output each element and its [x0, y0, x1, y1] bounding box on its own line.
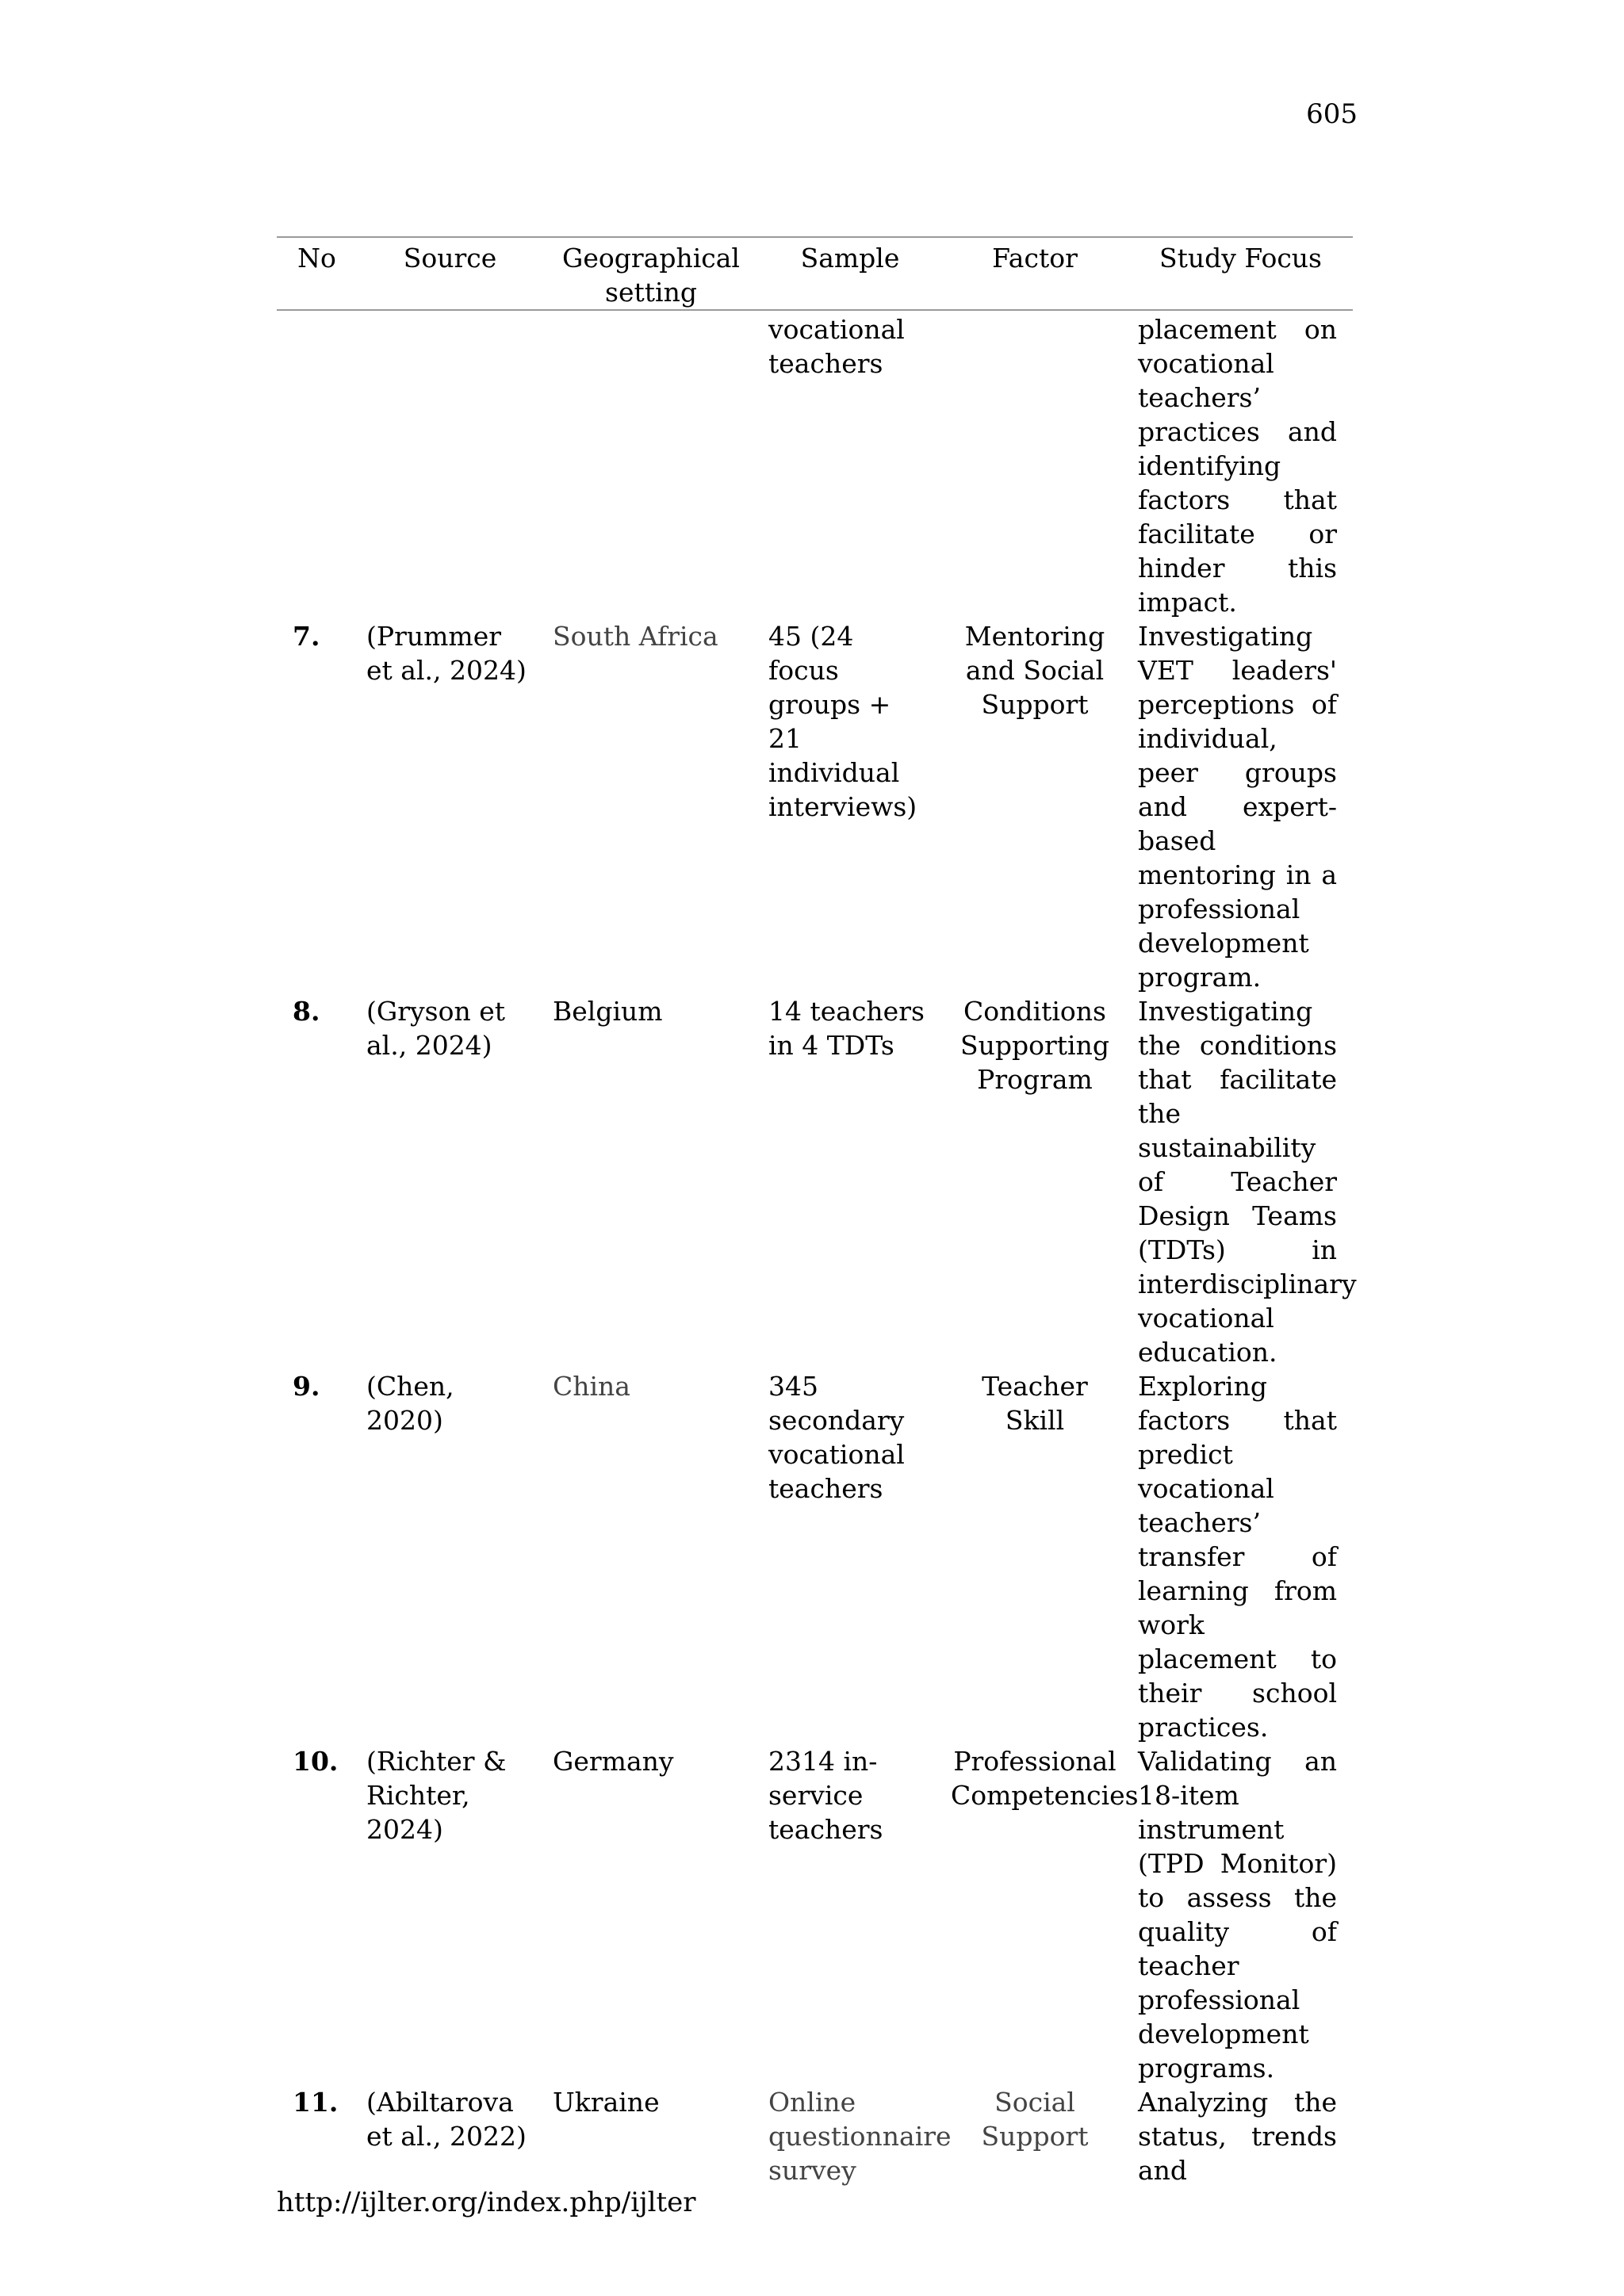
cell-geo: Germany	[553, 1746, 674, 1777]
cell-geo: Belgium	[553, 996, 663, 1027]
cell-sample: 2314 in-service teachers	[768, 1746, 883, 1845]
cell-focus: Analyzing the status, trends and	[1138, 2087, 1337, 2186]
cell-source: (Gryson et al., 2024)	[366, 996, 505, 1061]
table-row	[277, 310, 1353, 619]
cell-factor: Conditions Supporting Program	[960, 996, 1109, 1095]
study-table	[277, 236, 1357, 2187]
cell-sample: 45 (24 focus groups + 21 individual interviews)	[768, 621, 917, 822]
cell-source: (Chen, 2020)	[366, 1371, 454, 1436]
cell-no: 11.	[293, 2087, 339, 2118]
cell-factor: Social Support	[981, 2087, 1089, 2152]
header-no: No	[297, 243, 336, 274]
cell-geo	[543, 310, 759, 619]
cell-no: 10.	[293, 1746, 339, 1777]
cell-no: 9.	[293, 1371, 320, 1402]
cell-no: 8.	[293, 996, 320, 1027]
cell-sample: 14 teachers in 4 TDTs	[768, 996, 925, 1061]
page-number: 605	[1306, 98, 1358, 130]
cell-source: (Abiltarova et al., 2022)	[366, 2087, 527, 2152]
cell-factor: Professional Competencies	[951, 1746, 1139, 1811]
table-row	[277, 994, 1353, 1369]
footer-url: http://ijlter.org/index.php/ijlter	[277, 2187, 696, 2218]
table-header-row	[277, 237, 1353, 310]
cell-geo: South Africa	[553, 621, 718, 652]
cell-sample: Online questionnaire survey	[768, 2087, 952, 2186]
cell-no: 7.	[293, 621, 320, 652]
header-study-focus: Study Focus	[1159, 243, 1322, 274]
cell-focus: Validating an 18-item instrument (TPD Monitor) to assess the quality of teacher professional development programs.	[1138, 1746, 1337, 2084]
cell-sample: vocational teachers	[768, 314, 905, 379]
cell-focus: placement on vocational teachers’ practices and identifying factors that facilitate or hinder this impact.	[1138, 314, 1337, 618]
header-sample: Sample	[800, 243, 900, 274]
study-table-container	[277, 236, 1357, 2187]
cell-geo: Ukraine	[553, 2087, 660, 2118]
cell-source: (Richter & Richter, 2024)	[366, 1746, 507, 1845]
header-geographical-setting: Geographical setting	[562, 243, 740, 308]
cell-focus: Exploring factors that predict vocational teachers’ transfer of learning from work placement to their school practices.	[1138, 1371, 1337, 1743]
table-row	[277, 2085, 1353, 2187]
header-source: Source	[403, 243, 497, 274]
cell-geo: China	[553, 1371, 630, 1402]
cell-source	[357, 310, 543, 619]
cell-source: (Prummer et al., 2024)	[366, 621, 527, 686]
cell-factor: Teacher Skill	[982, 1371, 1088, 1436]
table-row	[277, 1369, 1353, 1744]
cell-focus: Investigating VET leaders' perceptions of individual, peer groups and expert-based mentoring in a professional development program.	[1138, 621, 1337, 993]
cell-no	[277, 310, 357, 619]
cell-focus: Investigating the conditions that facilitate the sustainability of Teacher Design Teams (TDTs) in interdisciplinary vocational education.	[1138, 996, 1357, 1368]
header-factor: Factor	[992, 243, 1078, 274]
table-row	[277, 1744, 1353, 2085]
cell-sample: 345 secondary vocational teachers	[768, 1371, 905, 1504]
table-row	[277, 619, 1353, 994]
cell-factor	[941, 310, 1128, 619]
cell-factor: Mentoring and Social Support	[964, 621, 1105, 720]
